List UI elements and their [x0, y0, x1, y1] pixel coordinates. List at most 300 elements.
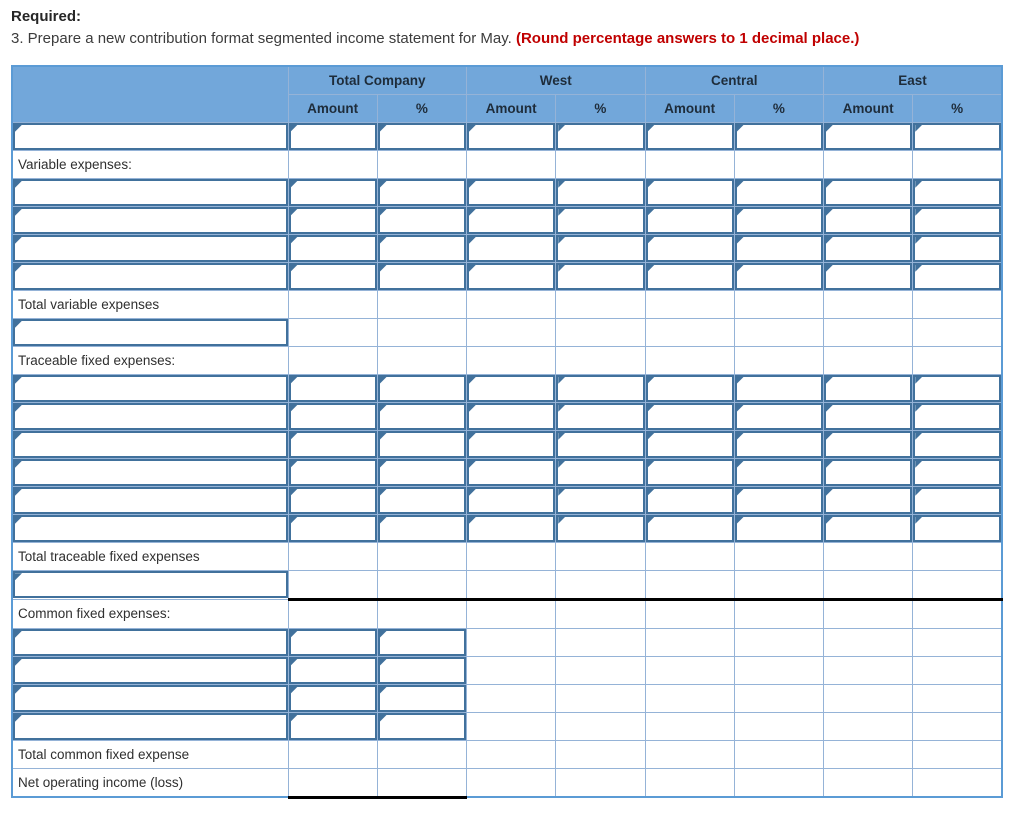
total-variable-expenses-row [12, 290, 1002, 318]
row-label-cell [12, 402, 288, 430]
data-cell [556, 628, 645, 656]
data-cell [824, 290, 913, 318]
row-label-cell [12, 486, 288, 514]
data-cell [913, 514, 1002, 542]
central-amount-input-box [646, 263, 734, 290]
central-amount-input[interactable] [646, 207, 734, 234]
row-label-cell [12, 178, 288, 206]
data-cell [645, 430, 734, 458]
data-cell [645, 542, 734, 570]
total-company-amount-input[interactable] [289, 459, 377, 486]
total-company-percent-input[interactable] [378, 713, 466, 740]
data-cell [377, 768, 466, 797]
east-percent-input-box [913, 403, 1001, 430]
total-company-amount-input[interactable] [289, 235, 377, 262]
row-label-input[interactable] [13, 431, 288, 458]
data-cell [824, 712, 913, 740]
total-company-amount-input[interactable] [289, 629, 377, 656]
west-amount-input[interactable] [467, 263, 555, 290]
central-amount-input-box [646, 179, 734, 206]
west-percent-input-box [556, 403, 644, 430]
table-body [12, 122, 1002, 797]
row-label: Common fixed expenses: [12, 599, 288, 628]
total-company-percent-input[interactable] [378, 629, 466, 656]
data-cell [288, 514, 377, 542]
east-amount-input[interactable] [824, 375, 912, 402]
row-label-cell [12, 656, 288, 684]
east-amount-input[interactable] [824, 459, 912, 486]
row-label: Net operating income (loss) [12, 768, 288, 797]
east-amount-input[interactable] [824, 207, 912, 234]
east-percent-input-box [913, 207, 1001, 234]
central-amount-input[interactable] [646, 263, 734, 290]
data-cell [467, 684, 556, 712]
central-amount-input[interactable] [646, 515, 734, 542]
central-percent-input[interactable] [735, 235, 823, 262]
data-cell [824, 458, 913, 486]
data-cell [645, 178, 734, 206]
data-cell [824, 262, 913, 290]
central-percent-input[interactable] [735, 123, 823, 150]
west-amount-input-box [467, 515, 555, 542]
total-traceable-fixed-expenses-row [12, 542, 1002, 570]
data-cell [824, 656, 913, 684]
total-company-percent-input-box [378, 487, 466, 514]
east-percent-input[interactable] [913, 487, 1001, 514]
data-cell [377, 628, 466, 656]
data-cell [824, 206, 913, 234]
group-header-row [12, 66, 1002, 95]
data-cell [467, 206, 556, 234]
data-cell [467, 458, 556, 486]
central-amount-input-box [646, 515, 734, 542]
data-cell [556, 206, 645, 234]
row-label: Total traceable fixed expenses [12, 542, 288, 570]
row-label-cell [12, 684, 288, 712]
central-percent-input[interactable] [735, 515, 823, 542]
data-cell [467, 656, 556, 684]
total-company-percent-input[interactable] [378, 487, 466, 514]
row-label-input-box [13, 235, 288, 262]
west-amount-input[interactable] [467, 487, 555, 514]
west-percent-input-box [556, 235, 644, 262]
total-company-amount-input-box [289, 263, 377, 290]
data-cell [645, 514, 734, 542]
total-company-percent-input-box [378, 179, 466, 206]
west-percent-input[interactable] [556, 375, 644, 402]
west-percent-input[interactable] [556, 431, 644, 458]
total-company-percent-input[interactable] [378, 207, 466, 234]
data-cell [288, 430, 377, 458]
total-company-percent-input[interactable] [378, 685, 466, 712]
data-cell [734, 374, 823, 402]
row-label-input[interactable] [13, 207, 288, 234]
west-percent-input-box [556, 263, 644, 290]
west-percent-input[interactable] [556, 515, 644, 542]
total-company-percent-input[interactable] [378, 123, 466, 150]
total-company-amount-input[interactable] [289, 403, 377, 430]
total-company-amount-input-box [289, 207, 377, 234]
data-cell [824, 150, 913, 178]
data-cell [645, 740, 734, 768]
east-amount-input-box [824, 375, 912, 402]
east-amount-input[interactable] [824, 123, 912, 150]
col-group-total-company: Total Company [288, 66, 467, 95]
west-amount-input-box [467, 403, 555, 430]
data-cell [467, 374, 556, 402]
total-company-percent-input[interactable] [378, 179, 466, 206]
data-cell [913, 206, 1002, 234]
total-company-amount-input[interactable] [289, 487, 377, 514]
central-amount-input[interactable] [646, 487, 734, 514]
total-company-percent-input[interactable] [378, 235, 466, 262]
east-percent-input[interactable] [913, 403, 1001, 430]
total-company-percent-input[interactable] [378, 403, 466, 430]
data-cell [377, 402, 466, 430]
row-label-cell [12, 318, 288, 346]
data-cell [734, 262, 823, 290]
row-label-input[interactable] [13, 123, 288, 150]
data-cell [377, 684, 466, 712]
central-amount-input[interactable] [646, 403, 734, 430]
total-company-amount-input[interactable] [289, 713, 377, 740]
row-label-cell [12, 262, 288, 290]
central-percent-input[interactable] [735, 375, 823, 402]
data-cell [467, 122, 556, 150]
east-amount-input[interactable] [824, 403, 912, 430]
row-label-input[interactable] [13, 235, 288, 262]
data-cell [734, 346, 823, 374]
table-header [12, 66, 1002, 123]
west-percent-input[interactable] [556, 123, 644, 150]
east-amount-input[interactable] [824, 235, 912, 262]
west-percent-input[interactable] [556, 235, 644, 262]
data-cell [556, 684, 645, 712]
data-cell [913, 768, 1002, 797]
data-cell [645, 486, 734, 514]
central-percent-input-box [735, 263, 823, 290]
west-amount-input[interactable] [467, 459, 555, 486]
west-amount-input[interactable] [467, 375, 555, 402]
data-cell [734, 402, 823, 430]
row-label-input[interactable] [13, 263, 288, 290]
data-cell [734, 122, 823, 150]
west-amount-input-box [467, 235, 555, 262]
data-cell [288, 768, 377, 797]
central-percent-input-box [735, 403, 823, 430]
row-label-input[interactable] [13, 375, 288, 402]
traceable-fixed-expense-item-row-5 [12, 486, 1002, 514]
data-cell [913, 150, 1002, 178]
data-cell [734, 656, 823, 684]
data-cell [913, 290, 1002, 318]
row-label-input-box [13, 459, 288, 486]
data-cell [913, 346, 1002, 374]
west-amount-input-box [467, 263, 555, 290]
total-company-amount-input[interactable] [289, 263, 377, 290]
east-percent-input[interactable] [913, 235, 1001, 262]
west-percent-input[interactable] [556, 487, 644, 514]
central-percent-input-box [735, 431, 823, 458]
west-percent-input-box [556, 123, 644, 150]
total-company-amount-input[interactable] [289, 685, 377, 712]
amount-header: Amount [645, 94, 734, 122]
total-company-amount-input-box [289, 375, 377, 402]
east-percent-input-box [913, 179, 1001, 206]
west-percent-input-box [556, 487, 644, 514]
data-cell [824, 740, 913, 768]
east-amount-input[interactable] [824, 263, 912, 290]
data-cell [377, 262, 466, 290]
data-cell [645, 262, 734, 290]
data-cell [556, 486, 645, 514]
west-amount-input[interactable] [467, 123, 555, 150]
east-percent-input[interactable] [913, 123, 1001, 150]
total-company-amount-input[interactable] [289, 207, 377, 234]
row-label-cell [12, 458, 288, 486]
west-percent-input[interactable] [556, 403, 644, 430]
common-fixed-expense-item-row-1 [12, 628, 1002, 656]
row-label-input[interactable] [13, 713, 288, 740]
data-cell [556, 570, 645, 599]
data-cell [734, 684, 823, 712]
central-percent-input-box [735, 487, 823, 514]
data-cell [556, 402, 645, 430]
data-cell [734, 628, 823, 656]
west-percent-input[interactable] [556, 459, 644, 486]
row-label-input[interactable] [13, 571, 288, 598]
data-cell [377, 178, 466, 206]
total-company-percent-input-box [378, 207, 466, 234]
row-label-input[interactable] [13, 179, 288, 206]
row-label-input[interactable] [13, 403, 288, 430]
east-percent-input[interactable] [913, 431, 1001, 458]
segmented-income-statement-table [11, 65, 1003, 799]
central-amount-input-box [646, 487, 734, 514]
total-company-amount-input[interactable] [289, 179, 377, 206]
data-cell [645, 122, 734, 150]
data-cell [467, 712, 556, 740]
data-cell [288, 318, 377, 346]
data-cell [288, 150, 377, 178]
row-label-input[interactable] [13, 629, 288, 656]
row-label-input[interactable] [13, 487, 288, 514]
central-percent-input-box [735, 123, 823, 150]
data-cell [734, 430, 823, 458]
east-percent-input-box [913, 459, 1001, 486]
row-label-input-box [13, 657, 288, 684]
data-cell [734, 178, 823, 206]
total-company-percent-input[interactable] [378, 431, 466, 458]
data-cell [377, 318, 466, 346]
data-cell [556, 234, 645, 262]
total-common-fixed-expense-row [12, 740, 1002, 768]
data-cell [467, 514, 556, 542]
row-label-input[interactable] [13, 459, 288, 486]
data-cell [734, 740, 823, 768]
row-label-input-box [13, 713, 288, 740]
central-amount-input[interactable] [646, 375, 734, 402]
central-amount-input[interactable] [646, 123, 734, 150]
central-percent-input[interactable] [735, 487, 823, 514]
data-cell [556, 430, 645, 458]
row-label-input-box [13, 571, 288, 598]
data-cell [913, 712, 1002, 740]
total-company-percent-input-box [378, 235, 466, 262]
east-amount-input-box [824, 431, 912, 458]
east-percent-input-box [913, 375, 1001, 402]
data-cell [824, 570, 913, 599]
data-cell [288, 234, 377, 262]
data-cell [913, 430, 1002, 458]
central-amount-input[interactable] [646, 235, 734, 262]
total-company-percent-input[interactable] [378, 515, 466, 542]
row-label-input-box [13, 375, 288, 402]
west-amount-input[interactable] [467, 207, 555, 234]
total-company-amount-input-box [289, 629, 377, 656]
east-percent-input[interactable] [913, 179, 1001, 206]
total-company-percent-input-box [378, 403, 466, 430]
data-cell [645, 346, 734, 374]
data-cell [467, 740, 556, 768]
row-label-input-box [13, 431, 288, 458]
total-company-amount-input-box [289, 431, 377, 458]
east-percent-input[interactable] [913, 207, 1001, 234]
east-amount-input-box [824, 263, 912, 290]
total-company-percent-input-box [378, 685, 466, 712]
data-cell [377, 374, 466, 402]
east-amount-input[interactable] [824, 515, 912, 542]
total-company-amount-input[interactable] [289, 375, 377, 402]
data-cell [288, 374, 377, 402]
data-cell [288, 712, 377, 740]
amount-header: Amount [288, 94, 377, 122]
total-company-percent-input-box [378, 263, 466, 290]
east-percent-input[interactable] [913, 375, 1001, 402]
central-percent-input[interactable] [735, 179, 823, 206]
west-amount-input-box [467, 459, 555, 486]
data-cell [645, 234, 734, 262]
common-fixed-expense-item-row-2 [12, 656, 1002, 684]
central-amount-input[interactable] [646, 459, 734, 486]
east-percent-input[interactable] [913, 515, 1001, 542]
east-amount-input-box [824, 123, 912, 150]
central-amount-input[interactable] [646, 431, 734, 458]
data-cell [377, 122, 466, 150]
row-label-input[interactable] [13, 319, 288, 346]
row-label-input[interactable] [13, 657, 288, 684]
row-label-input[interactable] [13, 515, 288, 542]
data-cell [467, 542, 556, 570]
west-amount-input[interactable] [467, 515, 555, 542]
total-company-percent-input[interactable] [378, 263, 466, 290]
total-company-amount-input[interactable] [289, 657, 377, 684]
total-company-amount-input-box [289, 487, 377, 514]
data-cell [288, 262, 377, 290]
central-percent-input[interactable] [735, 263, 823, 290]
data-cell [288, 206, 377, 234]
data-cell [645, 712, 734, 740]
data-cell [645, 318, 734, 346]
central-amount-input-box [646, 431, 734, 458]
row-label: Total variable expenses [12, 290, 288, 318]
data-cell [288, 599, 377, 628]
data-cell [288, 628, 377, 656]
data-cell [556, 542, 645, 570]
percent-header: % [913, 94, 1002, 122]
east-amount-input[interactable] [824, 431, 912, 458]
central-percent-input[interactable] [735, 207, 823, 234]
central-percent-input[interactable] [735, 403, 823, 430]
data-cell [288, 402, 377, 430]
east-percent-input[interactable] [913, 263, 1001, 290]
row-label-cell [12, 570, 288, 599]
east-amount-input[interactable] [824, 487, 912, 514]
instruction-line [11, 30, 1013, 49]
data-cell [734, 290, 823, 318]
variable-expense-item-row-1 [12, 178, 1002, 206]
total-company-amount-input[interactable] [289, 431, 377, 458]
percent-header: % [734, 94, 823, 122]
row-label-input-box [13, 487, 288, 514]
data-cell [734, 234, 823, 262]
total-company-amount-input[interactable] [289, 515, 377, 542]
row-label-input-box [13, 319, 288, 346]
data-cell [913, 740, 1002, 768]
west-percent-input[interactable] [556, 179, 644, 206]
total-company-amount-input[interactable] [289, 123, 377, 150]
east-percent-input-box [913, 263, 1001, 290]
east-percent-input[interactable] [913, 459, 1001, 486]
col-group-east: East [824, 66, 1003, 95]
data-cell [913, 402, 1002, 430]
west-amount-input[interactable] [467, 403, 555, 430]
west-amount-input[interactable] [467, 431, 555, 458]
data-cell [288, 656, 377, 684]
row-label: Traceable fixed expenses: [12, 346, 288, 374]
west-amount-input[interactable] [467, 179, 555, 206]
data-cell [913, 656, 1002, 684]
total-company-percent-input[interactable] [378, 459, 466, 486]
data-cell [467, 346, 556, 374]
data-cell [913, 570, 1002, 599]
central-percent-input[interactable] [735, 459, 823, 486]
central-percent-input-box [735, 179, 823, 206]
row-label-input[interactable] [13, 685, 288, 712]
row-label-cell [12, 514, 288, 542]
data-cell [556, 458, 645, 486]
west-percent-input[interactable] [556, 263, 644, 290]
traceable-fixed-expense-item-row-3 [12, 430, 1002, 458]
data-cell [377, 206, 466, 234]
total-company-percent-input[interactable] [378, 375, 466, 402]
east-amount-input[interactable] [824, 179, 912, 206]
data-cell [556, 656, 645, 684]
central-percent-input-box [735, 515, 823, 542]
data-cell [734, 542, 823, 570]
east-percent-input-box [913, 123, 1001, 150]
data-cell [913, 542, 1002, 570]
west-amount-input[interactable] [467, 235, 555, 262]
data-cell [288, 486, 377, 514]
central-amount-input[interactable] [646, 179, 734, 206]
data-cell [377, 740, 466, 768]
data-cell [913, 374, 1002, 402]
central-percent-input[interactable] [735, 431, 823, 458]
west-percent-input[interactable] [556, 207, 644, 234]
total-company-percent-input[interactable] [378, 657, 466, 684]
data-cell [556, 262, 645, 290]
